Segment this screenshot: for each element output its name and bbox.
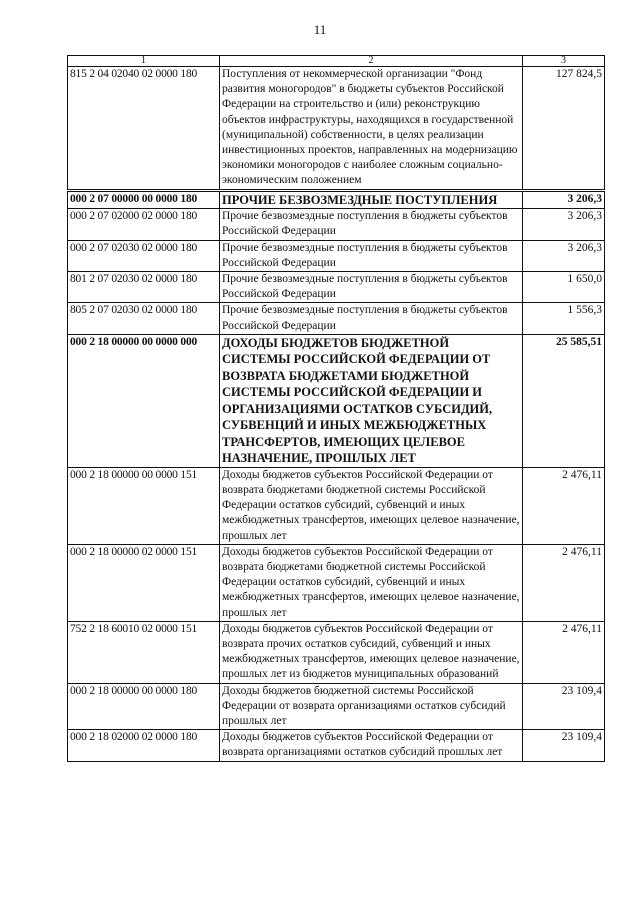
table-row: [68, 544, 605, 621]
budget-code-cell: 000 2 07 00000 00 0000 180: [68, 190, 220, 209]
revenue-name-cell: Доходы бюджетов субъектов Российской Федерации от возврата прочих остатков субсидий, субвенций и иных межбюджетных трансфертов, имеющих целевое назначение, прошлых лет из бюджетов муниципальных образований: [220, 621, 523, 683]
table-row: [68, 303, 605, 334]
column-number-row: [68, 56, 605, 67]
table-row: [68, 467, 605, 544]
amount-cell: 25 585,51: [523, 334, 605, 467]
revenue-name-cell: Поступления от некоммерческой организации "Фонд развития моногородов" в бюджеты субъектов Российской Федерации на строительство и (или) реконструкцию объектов инфраструктуры, находящихся в государственной (муниципальной) собственности, в целях реализации инвестиционных проектов, направленных на модернизацию экономики моногородов с наиболее сложным социально-экономическим положением: [220, 67, 523, 191]
column-number-1: 1: [68, 56, 220, 67]
revenue-name-cell: Прочие безвозмездные поступления в бюджеты субъектов Российской Федерации: [220, 271, 523, 302]
revenue-name-cell: Доходы бюджетов бюджетной системы Российской Федерации от возврата организациями остатков субсидий прошлых лет: [220, 683, 523, 730]
amount-cell: 2 476,11: [523, 544, 605, 621]
revenue-name-cell: Прочие безвозмездные поступления в бюджеты субъектов Российской Федерации: [220, 303, 523, 334]
budget-code-cell: 000 2 18 02000 02 0000 180: [68, 730, 220, 761]
revenue-name-cell: ДОХОДЫ БЮДЖЕТОВ БЮДЖЕТНОЙ СИСТЕМЫ РОССИЙСКОЙ ФЕДЕРАЦИИ ОТ ВОЗВРАТА БЮДЖЕТАМИ БЮДЖЕТНОЙ СИСТЕМЫ РОССИЙСКОЙ ФЕДЕРАЦИИ И ОРГАНИЗАЦИЯМИ ОСТАТКОВ СУБСИДИЙ, СУБВЕНЦИЙ И ИНЫХ МЕЖБЮДЖЕТНЫХ ТРАНСФЕРТОВ, ИМЕЮЩИХ ЦЕЛЕВОЕ НАЗНАЧЕНИЕ, ПРОШЛЫХ ЛЕТ: [220, 334, 523, 467]
budget-code-cell: 805 2 07 02030 02 0000 180: [68, 303, 220, 334]
amount-cell: 1 556,3: [523, 303, 605, 334]
budget-revenue-table: [67, 55, 605, 762]
budget-code-cell: 000 2 18 00000 00 0000 180: [68, 683, 220, 730]
table-row: [68, 271, 605, 302]
amount-cell: 3 206,3: [523, 190, 605, 209]
revenue-name-cell: Доходы бюджетов субъектов Российской Федерации от возврата бюджетами бюджетной системы Российской Федерации остатков субсидий, субвенций и иных межбюджетных трансфертов, имеющих целевое назначение, прошлых лет: [220, 467, 523, 544]
table-row: [68, 67, 605, 191]
revenue-name-cell: ПРОЧИЕ БЕЗВОЗМЕЗДНЫЕ ПОСТУПЛЕНИЯ: [220, 190, 523, 209]
revenue-name-cell: Доходы бюджетов субъектов Российской Федерации от возврата бюджетами бюджетной системы Российской Федерации остатков субсидий, субвенций и иных межбюджетных трансфертов, имеющих целевое назначение, прошлых лет: [220, 544, 523, 621]
budget-code-cell: 000 2 18 00000 00 0000 000: [68, 334, 220, 467]
table-row: [68, 240, 605, 271]
column-number-3: 3: [523, 56, 605, 67]
revenue-name-cell: Прочие безвозмездные поступления в бюджеты субъектов Российской Федерации: [220, 240, 523, 271]
amount-cell: 3 206,3: [523, 240, 605, 271]
budget-code-cell: 815 2 04 02040 02 0000 180: [68, 67, 220, 191]
table-row: [68, 730, 605, 761]
budget-code-cell: 000 2 18 00000 00 0000 151: [68, 467, 220, 544]
page-number: 11: [313, 22, 327, 37]
amount-cell: 3 206,3: [523, 209, 605, 240]
table-row: [68, 683, 605, 730]
budget-code-cell: 752 2 18 60010 02 0000 151: [68, 621, 220, 683]
amount-cell: 127 824,5: [523, 67, 605, 191]
amount-cell: 23 109,4: [523, 730, 605, 761]
amount-cell: 1 650,0: [523, 271, 605, 302]
revenue-name-cell: Прочие безвозмездные поступления в бюджеты субъектов Российской Федерации: [220, 209, 523, 240]
budget-code-cell: 000 2 07 02000 02 0000 180: [68, 209, 220, 240]
amount-cell: 2 476,11: [523, 621, 605, 683]
table-row: [68, 334, 605, 467]
column-number-2: 2: [220, 56, 523, 67]
budget-code-cell: 000 2 07 02030 02 0000 180: [68, 240, 220, 271]
revenue-name-cell: Доходы бюджетов субъектов Российской Федерации от возврата организациями остатков субсидий прошлых лет: [220, 730, 523, 761]
table-row: [68, 190, 605, 209]
budget-code-cell: 801 2 07 02030 02 0000 180: [68, 271, 220, 302]
table-row: [68, 621, 605, 683]
table-row: [68, 209, 605, 240]
budget-code-cell: 000 2 18 00000 02 0000 151: [68, 544, 220, 621]
amount-cell: 23 109,4: [523, 683, 605, 730]
amount-cell: 2 476,11: [523, 467, 605, 544]
